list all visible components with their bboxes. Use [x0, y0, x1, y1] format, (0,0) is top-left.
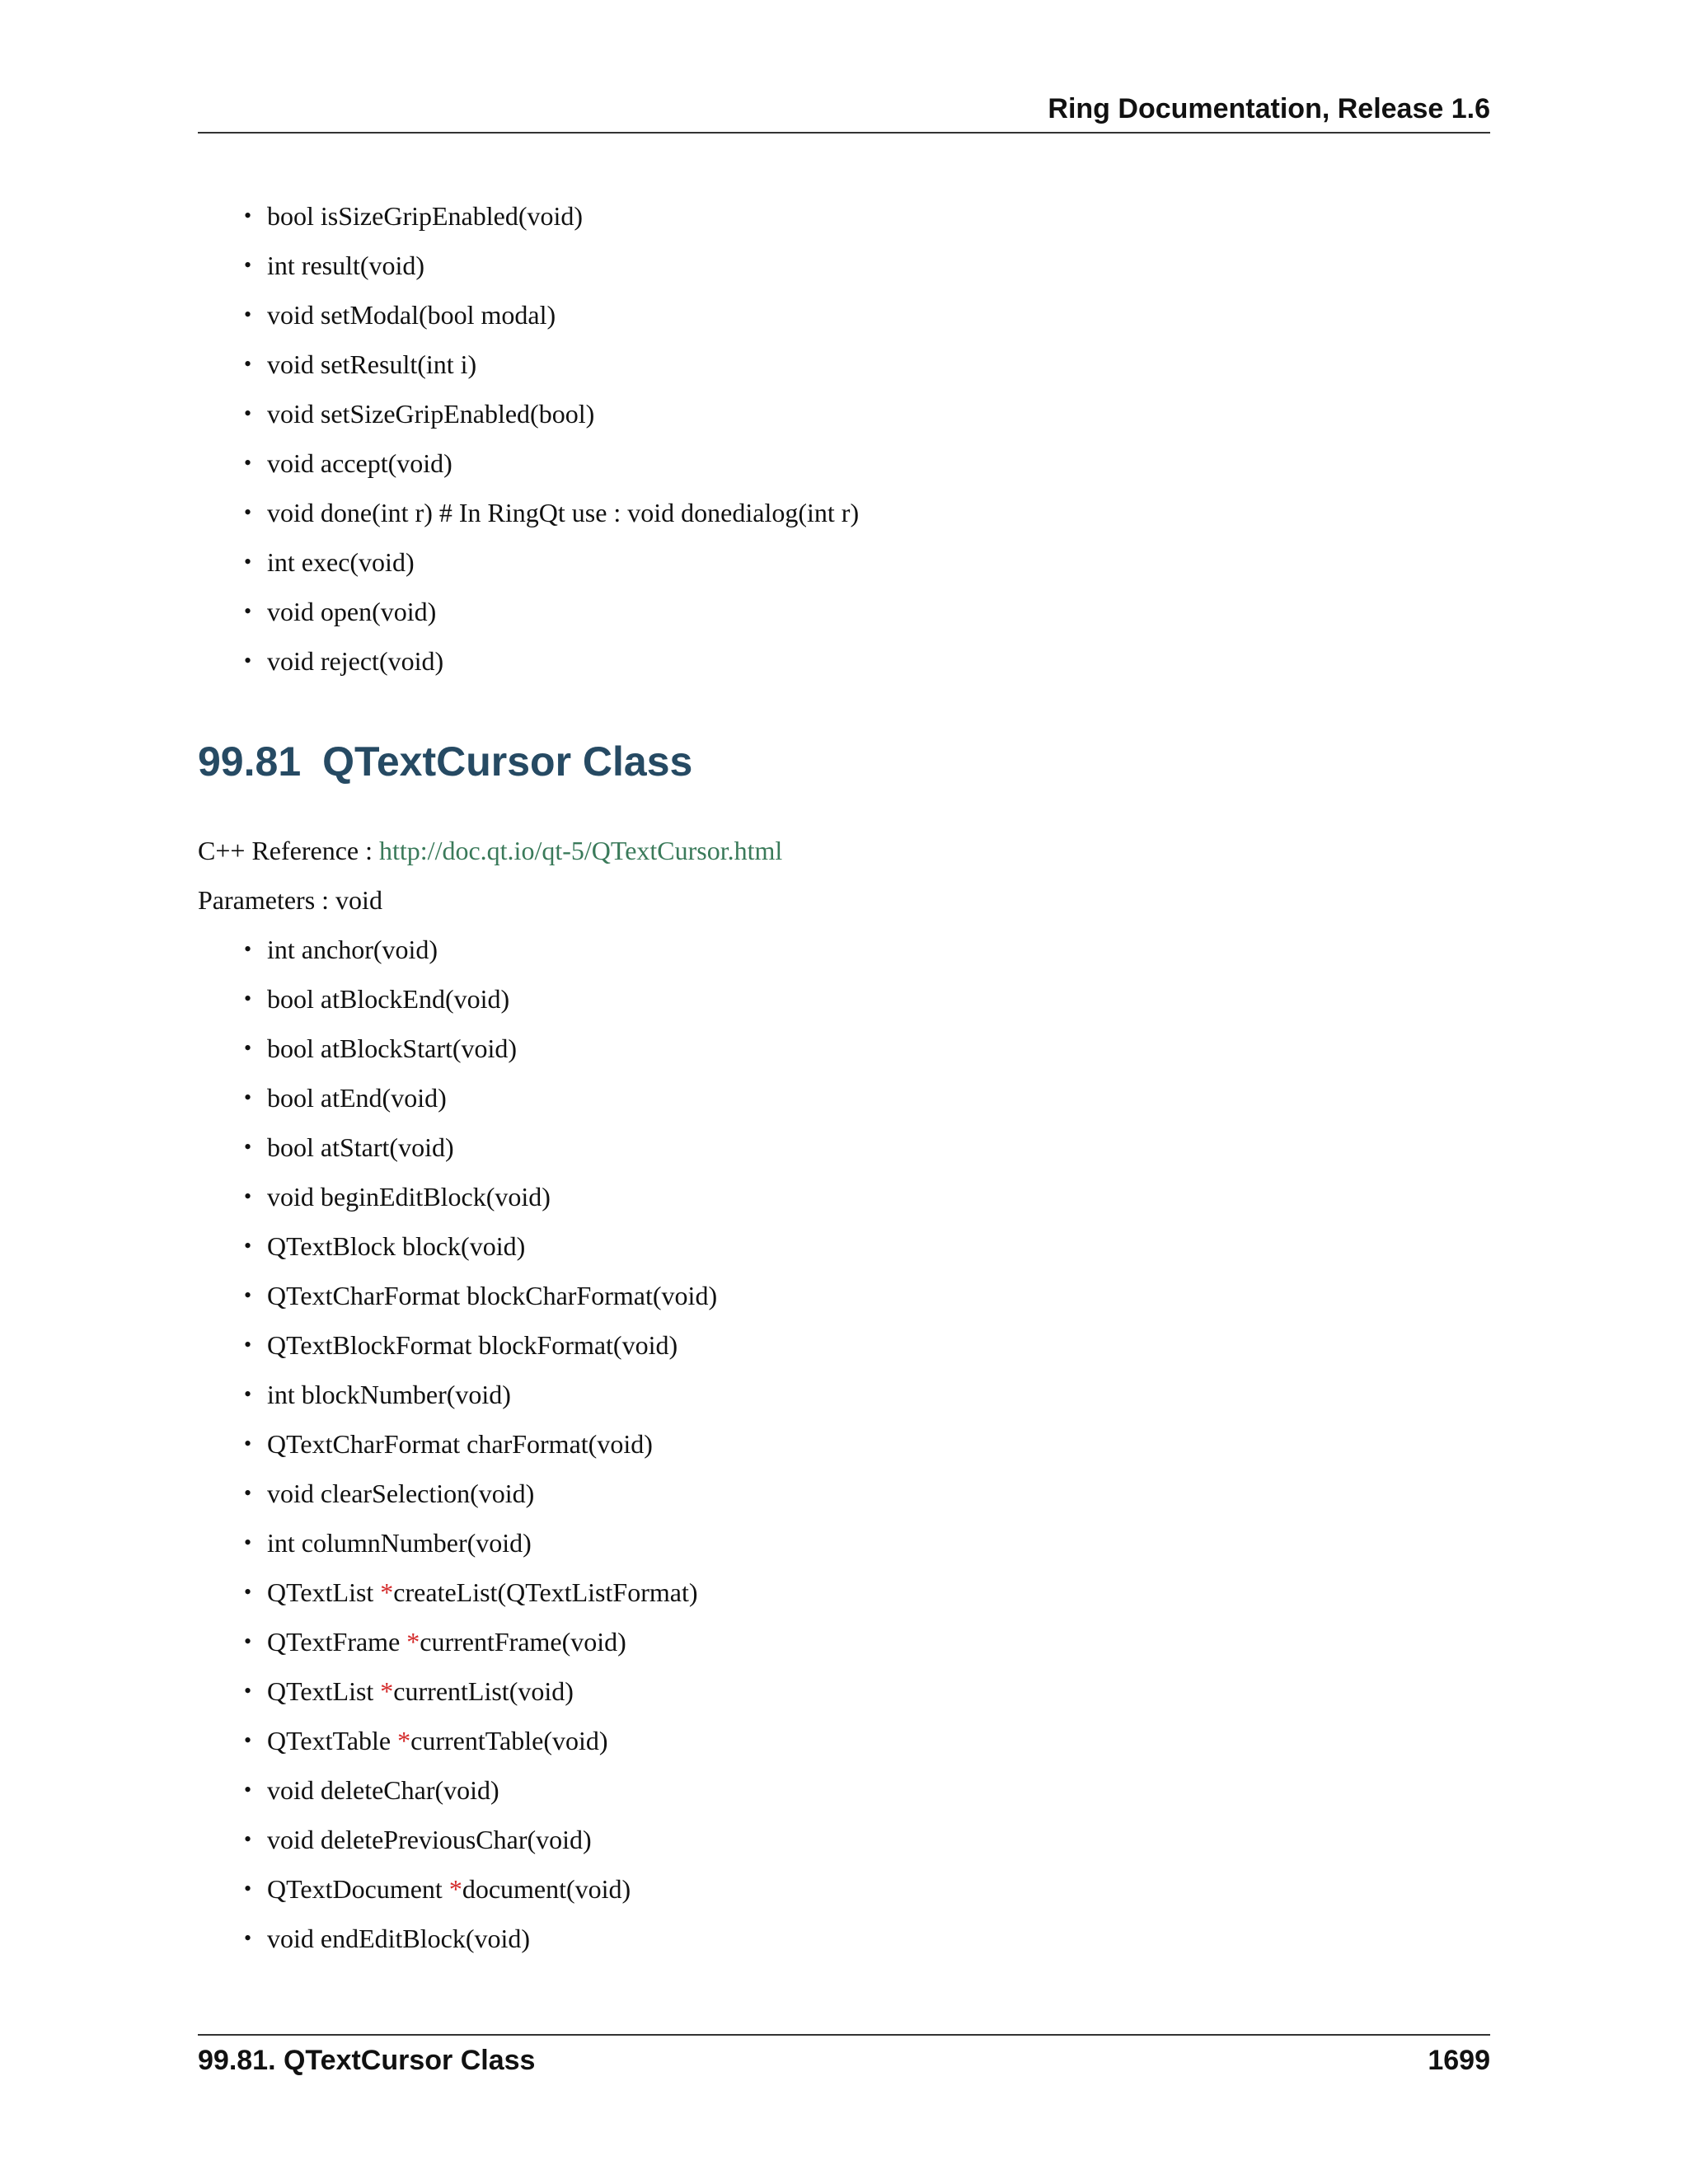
item-text: QTextBlock block(void): [267, 1231, 526, 1261]
list-item: [244, 199, 859, 249]
list-item: [244, 496, 859, 546]
bullet-icon: •: [244, 987, 252, 1010]
item-text: QTextDocument: [267, 1874, 449, 1904]
list-item: [244, 933, 717, 982]
item-text: void clearSelection(void): [267, 1479, 535, 1508]
list-item: [244, 1032, 717, 1081]
list-item: [244, 1724, 717, 1774]
item-text: int blockNumber(void): [267, 1380, 511, 1409]
bullet-icon: •: [244, 1382, 252, 1406]
list-item: [244, 595, 859, 644]
header-title: Ring Documentation, Release 1.6: [1048, 93, 1490, 124]
item-text: QTextTable: [267, 1726, 398, 1755]
cpp-reference-link[interactable]: http://doc.qt.io/qt-5/QTextCursor.html: [379, 836, 783, 865]
bullet-icon: •: [244, 1135, 252, 1159]
bullet-icon: •: [244, 1926, 252, 1950]
bullet-icon: •: [244, 1085, 252, 1109]
bullet-icon: •: [244, 1234, 252, 1258]
section-number: 99.81: [198, 738, 302, 785]
list-item: [244, 397, 859, 447]
bullet-icon: •: [244, 401, 252, 425]
bullet-icon: •: [244, 1778, 252, 1802]
bullet-icon: •: [244, 1530, 252, 1554]
item-text: bool atBlockStart(void): [267, 1033, 518, 1063]
bullet-icon: •: [244, 451, 252, 475]
list-item: [244, 644, 859, 694]
item-text: QTextList: [267, 1676, 381, 1706]
item-text: void setModal(bool modal): [267, 300, 556, 330]
list-item: [244, 546, 859, 595]
bullet-icon: •: [244, 550, 252, 574]
pointer-asterisk: *: [397, 1726, 411, 1755]
method-list-main: [244, 933, 717, 1971]
bullet-icon: •: [244, 649, 252, 673]
bullet-icon: •: [244, 937, 252, 961]
item-text: int result(void): [267, 251, 425, 280]
item-text: bool atEnd(void): [267, 1083, 447, 1113]
item-text: void open(void): [267, 597, 437, 626]
pointer-asterisk: *: [380, 1676, 394, 1706]
list-item: [244, 298, 859, 348]
bullet-icon: •: [244, 500, 252, 524]
bullet-icon: •: [244, 1827, 252, 1851]
list-item: [244, 982, 717, 1032]
bullet-icon: •: [244, 1036, 252, 1060]
list-item: [244, 447, 859, 496]
item-text: QTextList: [267, 1577, 381, 1607]
bullet-icon: •: [244, 352, 252, 376]
item-text: void setSizeGripEnabled(bool): [267, 399, 595, 429]
cpp-reference-label: C++ Reference :: [198, 836, 373, 865]
item-text: void endEditBlock(void): [267, 1924, 531, 1953]
bullet-icon: •: [244, 1580, 252, 1604]
list-item: [244, 249, 859, 298]
cpp-reference-line: [198, 834, 782, 867]
list-item: [244, 1576, 717, 1625]
pointer-asterisk: *: [448, 1874, 462, 1904]
item-text: bool atBlockEnd(void): [267, 984, 510, 1014]
bullet-icon: •: [244, 302, 252, 326]
list-item: [244, 1872, 717, 1922]
item-text: int exec(void): [267, 547, 415, 577]
section-title: QTextCursor Class: [322, 738, 693, 785]
bullet-icon: •: [244, 1629, 252, 1653]
list-item: [244, 348, 859, 397]
bullet-icon: •: [244, 1333, 252, 1357]
page-header: [198, 92, 1490, 134]
item-text: void accept(void): [267, 448, 452, 478]
list-item: [244, 1230, 717, 1279]
item-text-rest: currentList(void): [393, 1676, 574, 1706]
list-item: [244, 1180, 717, 1230]
item-text: void deletePreviousChar(void): [267, 1825, 592, 1854]
bullet-icon: •: [244, 204, 252, 227]
item-text-rest: createList(QTextListFormat): [393, 1577, 698, 1607]
parameters-label: Parameters :: [198, 885, 330, 915]
parameters-value: void: [335, 885, 382, 915]
list-item: [244, 1477, 717, 1526]
item-text-rest: document(void): [462, 1874, 631, 1904]
parameters-line: [198, 883, 382, 916]
list-item: [244, 1329, 717, 1378]
item-text: QTextCharFormat charFormat(void): [267, 1429, 653, 1459]
list-item: [244, 1675, 717, 1724]
list-item: [244, 1526, 717, 1576]
item-text: QTextFrame: [267, 1627, 407, 1657]
bullet-icon: •: [244, 253, 252, 277]
bullet-icon: •: [244, 1432, 252, 1455]
list-item: [244, 1823, 717, 1872]
list-item: [244, 1625, 717, 1675]
item-text: void deleteChar(void): [267, 1775, 499, 1805]
section-heading: [198, 737, 692, 786]
list-item: [244, 1774, 717, 1823]
bullet-icon: •: [244, 1481, 252, 1505]
page-footer: [198, 2034, 1490, 2085]
item-text: void reject(void): [267, 646, 444, 676]
item-text: int columnNumber(void): [267, 1528, 532, 1558]
page-number: 1699: [1428, 2045, 1490, 2076]
item-text-rest: currentTable(void): [410, 1726, 608, 1755]
bullet-icon: •: [244, 1877, 252, 1900]
list-item: [244, 1131, 717, 1180]
item-text: void setResult(int i): [267, 349, 477, 379]
bullet-icon: •: [244, 599, 252, 623]
list-item: [244, 1922, 717, 1971]
pointer-asterisk: *: [380, 1577, 394, 1607]
bullet-icon: •: [244, 1283, 252, 1307]
item-text: QTextCharFormat blockCharFormat(void): [267, 1281, 718, 1310]
footer-section: 99.81. QTextCursor Class: [198, 2045, 536, 2076]
item-text-rest: currentFrame(void): [420, 1627, 626, 1657]
item-text: bool isSizeGripEnabled(void): [267, 201, 584, 231]
bullet-icon: •: [244, 1679, 252, 1703]
item-text: int anchor(void): [267, 935, 438, 964]
list-item: [244, 1427, 717, 1477]
item-text: bool atStart(void): [267, 1132, 454, 1162]
item-text: void beginEditBlock(void): [267, 1182, 551, 1212]
item-text: QTextBlockFormat blockFormat(void): [267, 1330, 678, 1360]
bullet-icon: •: [244, 1184, 252, 1208]
bullet-icon: •: [244, 1728, 252, 1752]
item-text: void done(int r) # In RingQt use : void donedialog(int r): [267, 498, 860, 527]
list-item: [244, 1378, 717, 1427]
method-list-top: [244, 199, 859, 694]
list-item: [244, 1081, 717, 1131]
pointer-asterisk: *: [406, 1627, 420, 1657]
list-item: [244, 1279, 717, 1329]
